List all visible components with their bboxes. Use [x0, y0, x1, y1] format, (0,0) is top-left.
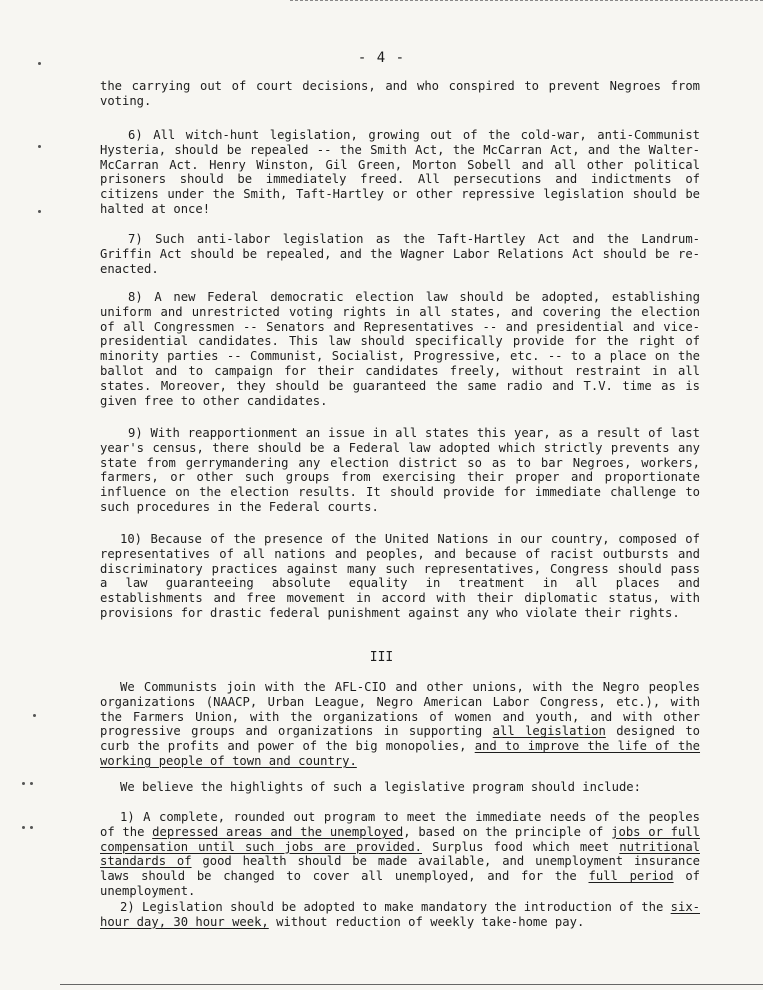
continued-paragraph: the carrying out of court decisions, and who conspired to prevent Negroes from voting. — [100, 79, 700, 108]
page-number: - 4 - — [357, 50, 406, 66]
section-heading-iii: III — [369, 650, 394, 665]
section-iii-intro-paragraph — [100, 680, 700, 769]
text-run: , based on the principle of — [403, 824, 612, 839]
point-7-paragraph: 7) Such anti-labor legislation as the Taft-Hartley Act and the Landrum-Griffin Act should be repealed, and the Wagner Labor Relations Act should be re-enacted. — [100, 232, 700, 276]
item-1-paragraph — [100, 810, 700, 899]
margin-mark — [38, 210, 41, 213]
text-run: 2) Legislation should be adopted to make mandatory the introduction of the — [120, 900, 671, 914]
bottom-edge-rule — [60, 984, 763, 985]
underlined-text: all legislation — [492, 724, 606, 739]
point-8-paragraph: 8) A new Federal democratic election law should be adopted, establishing uniform and unrestricted voting rights in all states, and covering the election of all Congressmen -- Senators and Representatives -- and presidential and vice-presidential candidates. This law should specifically provide for the right of minority parties -- Communist, Socialist, Progressive, etc. -- to a place on the ballot and to campaign for their candidates freely, without restraint in all states. Moreover, they should be guaranteed the same radio and T.V. time as is given free to other candidates. — [100, 290, 700, 408]
item-2-paragraph — [100, 900, 700, 930]
underlined-text: jobs or full compensation until such jobs are provided. — [100, 824, 700, 854]
point-9-paragraph: 9) With reapportionment an issue in all states this year, as a result of last year's census, there should be a Federal law adopted which strictly prevents any state from gerrymandering any election district so as to bar Negroes, workers, farmers, or other such groups from exercising their proper and proportionate influence on the election results. It should provide for immediate challenge to such procedures in the Federal courts. — [100, 426, 700, 514]
underlined-text: full period — [588, 869, 674, 884]
margin-mark — [38, 145, 41, 148]
text-run: designed to curb the profits and power of the big monopolies, — [100, 724, 700, 754]
margin-mark — [30, 826, 33, 829]
text-run: without reduction of weekly take-home pay. — [268, 914, 585, 929]
point-10-paragraph: 10) Because of the presence of the United Nations in our country, composed of representatives of all nations and peoples, and because of racist outbursts and discriminatory practices against many such representatives, Congress should pass a law guaranteeing absolute equality in treatment in all places and establishments and free movement in accord with their diplomatic status, with provisions for drastic federal punishment against any who violate their rights. — [100, 532, 700, 620]
text-run: We Communists join with the AFL-CIO and other unions, with the Negro peoples organizations (NAACP, Urban League, Negro American Labor Congress, etc.), with the Farmers Union, with the organizations of women and youth, and with other progressive groups and organizations in supporting — [100, 680, 700, 739]
text-run: of unemployment. — [100, 869, 701, 898]
margin-mark — [30, 782, 33, 785]
underlined-text: and to improve the life of the working people of town and country. — [100, 739, 701, 768]
point-6-paragraph: 6) All witch-hunt legislation, growing out of the cold-war, anti-Communist Hysteria, should be repealed -- the Smith Act, the McCarran Act, and the Walter-McCarran Act. Henry Winston, Gil Green, Morton Sobell and all other political prisoners should be immediately freed. All persecutions and indictments of citizens under the Smith, Taft-Hartley or other repressive legislation should be halted at once! — [100, 128, 700, 216]
text-run: 1) A complete, rounded out program to meet the immediate needs of the peoples of the — [100, 810, 700, 839]
underlined-text: depressed areas and the unemployed — [152, 824, 404, 839]
program-intro-line: We believe the highlights of such a legislative program should include: — [120, 780, 641, 794]
underlined-text: nutritional standards of — [100, 839, 700, 869]
margin-mark — [22, 826, 25, 829]
margin-mark — [33, 714, 36, 717]
margin-mark — [22, 782, 25, 785]
underlined-text: six-hour day, 30 hour week, — [100, 900, 700, 929]
text-run: Surplus food which meet — [422, 839, 620, 854]
top-edge-rule — [290, 0, 763, 1]
text-run: good health should be made available, and unemployment insurance laws should be changed to cover all unemployed, and for the — [100, 854, 700, 884]
